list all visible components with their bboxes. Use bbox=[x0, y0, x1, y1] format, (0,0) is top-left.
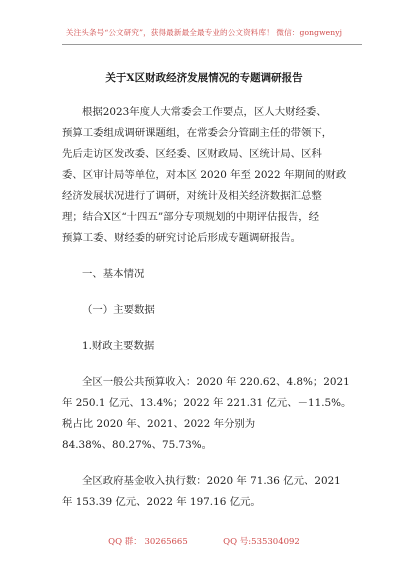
paragraph-line: 经济发展状况进行了调研，对统计及相关经济数据汇总整 bbox=[62, 190, 322, 202]
paragraph-line: 全区一般公共预算收入：2020 年 220.62、4.8%；2021 bbox=[82, 376, 350, 388]
footer-qq-group: QQ 群： 30265665 bbox=[108, 537, 188, 547]
footer-qq-number: QQ 号:535304092 bbox=[223, 537, 300, 547]
paragraph-line: 年 250.1 亿元、13.4%；2022 年 221.31 亿元、－11.5%。 bbox=[62, 397, 352, 409]
header-divider bbox=[62, 44, 362, 45]
section-heading: 一、基本情况 bbox=[82, 268, 145, 280]
paragraph-line: 84.38%、80.27%、75.73%。 bbox=[62, 439, 213, 451]
item-heading: 1.财政主要数据 bbox=[82, 340, 155, 352]
paragraph-line: 预算工委组成调研课题组，在常委会分管副主任的带领下， bbox=[62, 127, 333, 139]
paragraph-line: 全区政府基金收入执行数：2020 年 71.36 亿元、2021 bbox=[82, 475, 341, 487]
footer-contacts bbox=[0, 535, 408, 547]
paragraph-line: 税占比 2020 年、2021、2022 年分别为 bbox=[62, 418, 256, 430]
paragraph-line: 先后走访区发改委、区经委、区财政局、区统计局、区科 bbox=[62, 148, 322, 160]
paragraph-line: 预算工委、财经委的研究讨论后形成专题调研报告。 bbox=[62, 232, 301, 244]
document-title: 关于X区财政经济发展情况的专题调研报告 bbox=[105, 72, 303, 84]
header-banner: 关注头条号“公文研究”，获得最新最全最专业的公文资料库！ 微信：gongwenyj bbox=[65, 28, 343, 37]
paragraph-line: 委、区审计局等单位，对本区 2020 年至 2022 年期间的财政 bbox=[62, 169, 347, 181]
paragraph-line: 年 153.39 亿元、2022 年 197.16 亿元。 bbox=[62, 496, 261, 508]
paragraph-line: 理；结合X区“十四五”部分专项规划的中期评估报告，经 bbox=[62, 211, 320, 223]
paragraph-line: 根据2023年度人大常委会工作要点，区人大财经委、 bbox=[82, 106, 327, 118]
subsection-heading: （一）主要数据 bbox=[82, 304, 155, 316]
